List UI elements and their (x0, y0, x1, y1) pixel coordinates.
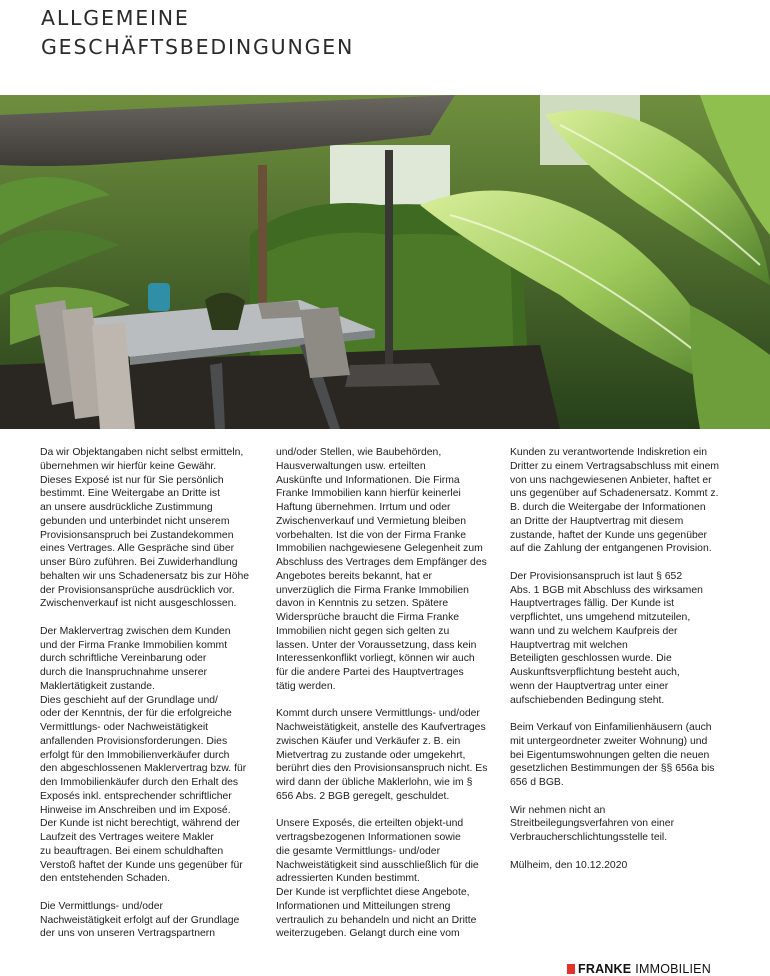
logo-suffix: IMMOBILIEN (635, 962, 711, 976)
terms-column-2 (276, 446, 509, 955)
paragraph-indiscretion: Kunden zu verantwortende Indiskretion ein Dritter zu einem Vertragsabschluss mit einem von uns nachgewiesenen Anbieter, haftet er uns gegenüber auf Schadenersatz. Kommt z. B. durch die Weitergabe der Informationen an Dritte der Hauptvertrag mit diesem zustande, haftet der Kunde uns gegenüber auf die Zahlung der entgangenen Provision. (510, 447, 720, 555)
page-title (41, 4, 354, 62)
paragraph-broker-contract: Der Maklervertrag zwischen dem Kunden und der Firma Franke Immobilien kommt durch schriftliche Vereinbarung oder durch die Inanspruchnahme unserer Maklertätigkeit zustande. Dies geschieht auf der Grundlage und/ oder der Kenntnis, der für die erfolgreiche Vermittlungs- oder Nachweistätigkeit anfallenden Provisionsforderungen. Dies erfolgt für den Immobilienverkäufer durch den abgeschlossenen Maklervertrag bzw. für den Immobilienkäufer durch den Erhalt des Exposés inkl. entsprechender schriftlicher Hinweise im Anschreiben und im Exposé. Der Kunde ist nicht berechtigt, während der Laufzeit des Vertrages weitere Makler zu beauftragen. Bei einem schuldhaften Verstoß haftet der Kunde uns gegenüber für den entstehenden Schaden. (40, 625, 247, 885)
place-and-date: Mülheim, den 10.12.2020 (510, 859, 628, 871)
paragraph-single-family-homes: Beim Verkauf von Einfamilienhäusern (auch mit untergeordneter zweiter Wohnung) und bei Eigentumswohnungen gelten die neuen gesetzlichen Bestimmungen der §§ 656a bis 656 d BGB. (510, 722, 715, 788)
terms-column-1 (40, 446, 273, 955)
logo-brand: FRANKE (578, 962, 632, 976)
paragraph-liability: und/oder Stellen, wie Baubehörden, Hausverwaltungen usw. erteilten Auskünfte und Informationen. Die Firma Franke Immobilien kann hierfür keinerlei Haftung übernehmen. Irrtum und oder Zwischenverkauf und Vermietung bleiben vorbehalten. Ist die von der Firma Franke Immobilien nachgewiesene Gelegenheit zum Abschluss des Vertrages dem Empfänger des Angebotes bereits bekannt, hat er unverzüglich die Firma Franke Immobilien davon in Kenntnis zu setzen. Spätere Widersprüche braucht die Firma Franke Immobilien nicht gegen sich gelten zu lassen. Unter der Voraussetzung, dass kein Interessenkonflikt vorliegt, können wir auch für die andere Partei des Hauptvertrages tätig werden. (276, 447, 487, 692)
paragraph-confidentiality: Unsere Exposés, die erteilten objekt-und vertragsbezogenen Informationen sowie die gesamte Vermittlungs- und/oder Nachweistätigkeit sind ausschließlich für die adressierten Kunden bestimmt. Der Kunde ist verpflichtet diese Angebote, Informationen und Mitteilungen streng vertraulich zu behandeln und nicht an Dritte weiterzugeben. Gelangt durch eine vom (276, 818, 479, 940)
paragraph-dispute-resolution: Wir nehmen nicht an Streitbeilegungsverfahren von einer Verbraucherschlichtungsstelle teil. (510, 804, 675, 843)
paragraph-commission-claim: Der Provisionsanspruch ist laut § 652 Abs. 1 BGB mit Abschluss des wirksamen Hauptvertrages fällig. Der Kunde ist verpflichtet, uns umgehend mitzuteilen, wann und zu welchem Kaufpreis der Hauptvertrag mit welchen Beteiligten geschlossen wurde. Die Auskunftsverpflichtung besteht auch, wenn der Hauptvertrag unter einer aufschiebenden Bedingung steht. (510, 570, 703, 706)
paragraph-object-data: Da wir Objektangaben nicht selbst ermitteln, übernehmen wir hierfür keine Gewähr. Dieses Exposé ist nur für Sie persönlich bestimmt. Eine Weitergabe an Dritte ist an unsere ausdrückliche Zustimmung gebunden und unterbindet nicht unserem Provisionsanspruch bei Zustandekommen eines Vertrages. Alle Gespräche sind über unser Büro zuführen. Bei Zuwiderhandlung behalten wir uns Schadenersatz bis zur Höhe der Provisionsansprüche ausdrücklich vor. Zwischenverkauf ist nicht ausgeschlossen. (40, 447, 250, 610)
title-line-2: GESCHÄFTSBEDINGUNGEN (41, 35, 355, 59)
logo-red-square (567, 964, 575, 974)
garden-terrace-photo (0, 95, 770, 429)
franke-immobilien-logo (567, 962, 711, 976)
title-line-1: ALLGEMEINE (41, 6, 190, 30)
paragraph-brokerage-basis: Die Vermittlungs- und/oder Nachweistätigkeit erfolgt auf der Grundlage der uns von unseren Vertragspartnern (40, 900, 240, 940)
paragraph-rental-contract: Kommt durch unsere Vermittlungs- und/oder Nachweistätigkeit, anstelle des Kaufvertrages zwischen Käufer und Verkäufer z. B. ein Mietvertrag zu zustande oder umgekehrt, berührt dies den Provisionsanspruch nicht. Es wird dann der übliche Maklerlohn, wie im § 656 Abs. 2 BGB geregelt, geschuldet. (276, 708, 488, 802)
terms-column-3 (510, 446, 743, 886)
